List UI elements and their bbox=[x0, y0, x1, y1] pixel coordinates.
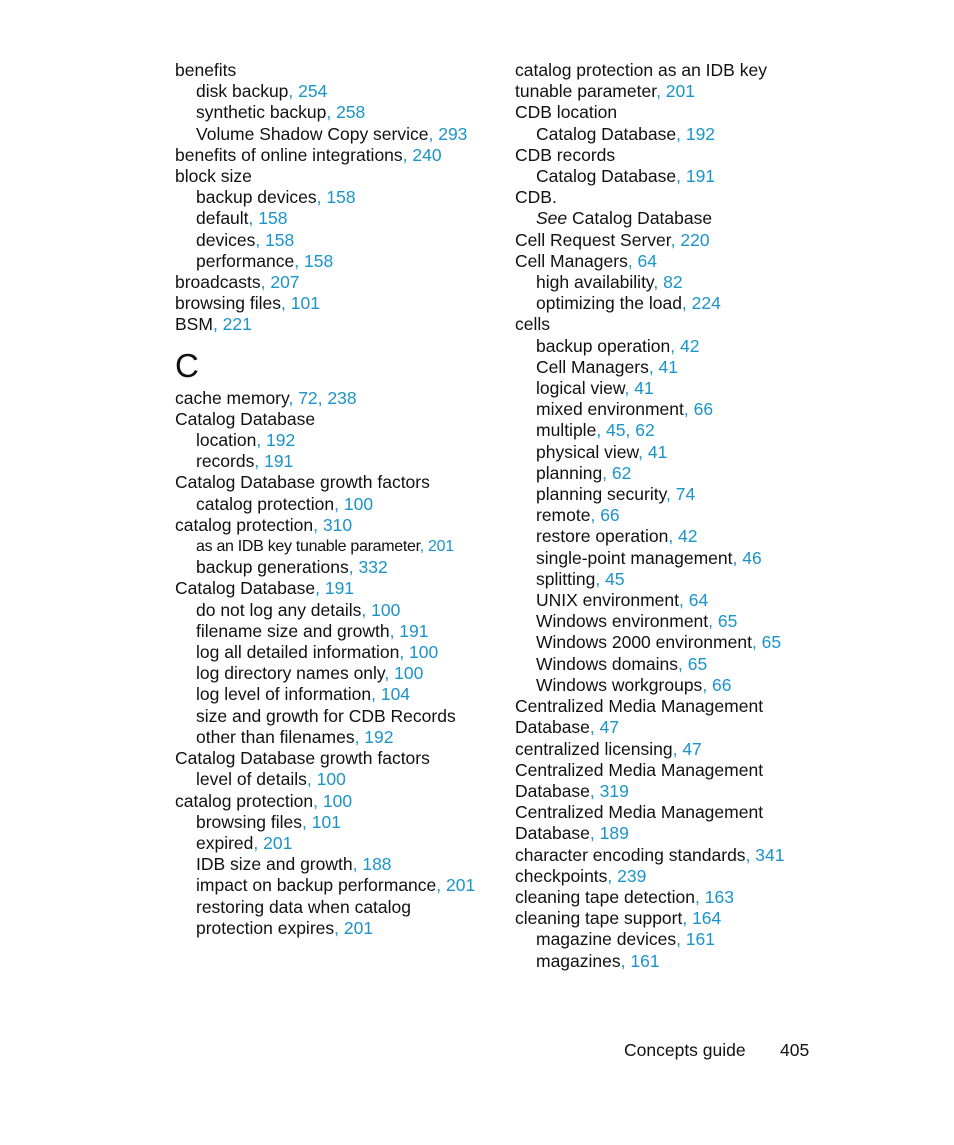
index-subentry bbox=[175, 897, 495, 918]
entry-term: Database bbox=[515, 780, 590, 801]
entry-term: disk backup bbox=[196, 81, 289, 102]
index-entry bbox=[515, 845, 835, 866]
index-entry bbox=[175, 314, 495, 335]
page-link[interactable]: , 158 bbox=[294, 250, 334, 271]
page-link[interactable]: , 101 bbox=[281, 293, 320, 314]
index-subentry bbox=[515, 293, 835, 314]
entry-term: block size bbox=[175, 166, 252, 187]
entry-term: as an IDB key tunable parameter bbox=[196, 538, 420, 556]
entry-term: Catalog Database bbox=[536, 166, 677, 187]
entry-term: size and growth for CDB Records bbox=[196, 705, 456, 726]
entry-term: protection expires bbox=[196, 917, 335, 938]
page-link[interactable]: , 192 bbox=[256, 430, 296, 451]
page-link[interactable]: , 220 bbox=[670, 229, 710, 250]
entry-term: CDB location bbox=[515, 102, 618, 123]
page-link[interactable]: , 41 bbox=[638, 441, 668, 462]
index-subentry bbox=[175, 727, 495, 748]
entry-term: browsing files bbox=[175, 293, 282, 314]
index-subentry bbox=[175, 451, 495, 472]
page-link[interactable]: , 100 bbox=[384, 663, 424, 684]
index-subentry bbox=[515, 463, 835, 484]
index-subentry bbox=[515, 484, 835, 505]
index-subentry bbox=[175, 81, 495, 102]
index-column-left bbox=[175, 60, 495, 939]
index-subentry bbox=[175, 706, 495, 727]
index-entry bbox=[515, 102, 835, 123]
section-letter: C bbox=[175, 346, 199, 384]
entry-term: magazine devices bbox=[536, 929, 677, 950]
index-subentry bbox=[175, 536, 495, 557]
entry-term: expired bbox=[196, 832, 254, 853]
page-link[interactable]: , 191 bbox=[254, 451, 294, 472]
page-link[interactable]: , 64 bbox=[678, 590, 709, 611]
entry-term: Catalog Database bbox=[567, 208, 713, 229]
entry-term: mixed environment bbox=[536, 399, 684, 420]
page-link[interactable]: , 191 bbox=[389, 620, 429, 641]
index-entry bbox=[515, 145, 835, 166]
entry-term: synthetic backup bbox=[196, 102, 327, 123]
page-link[interactable]: , 191 bbox=[315, 578, 355, 599]
see-reference: See bbox=[536, 208, 568, 229]
entry-term: IDB size and growth bbox=[196, 854, 353, 875]
index-subentry bbox=[515, 124, 835, 145]
entry-term: Windows workgroups bbox=[536, 674, 703, 695]
page-link[interactable]: , 65 bbox=[678, 653, 708, 674]
entry-term: benefits bbox=[175, 60, 237, 80]
index-entry bbox=[515, 802, 835, 823]
index-entry bbox=[515, 187, 835, 208]
entry-term: Catalog Database bbox=[175, 578, 316, 599]
entry-term: browsing files bbox=[196, 811, 303, 832]
page-link[interactable]: , 42 bbox=[668, 526, 698, 547]
index-entry bbox=[515, 823, 835, 844]
index-subentry bbox=[515, 929, 835, 950]
entry-term: default bbox=[196, 208, 249, 229]
index-subentry bbox=[175, 854, 495, 875]
page-link[interactable]: , 164 bbox=[682, 908, 722, 929]
page-link[interactable]: , 240 bbox=[402, 144, 442, 165]
page-link[interactable]: , 201 bbox=[334, 917, 374, 938]
entry-term: Cell Request Server bbox=[515, 229, 671, 250]
page-link[interactable]: , 258 bbox=[326, 102, 366, 123]
page-link[interactable]: , 332 bbox=[348, 557, 388, 578]
page-link[interactable]: , 45 bbox=[595, 568, 625, 589]
entry-term: restore operation bbox=[536, 526, 669, 547]
index-entry bbox=[175, 293, 495, 314]
entry-term: Centralized Media Management bbox=[515, 759, 764, 780]
page-link[interactable]: , 45, 62 bbox=[596, 420, 655, 441]
index-subentry bbox=[515, 611, 835, 632]
entry-term: location bbox=[196, 430, 257, 451]
entry-term: Catalog Database growth factors bbox=[175, 472, 430, 493]
entry-term: devices bbox=[196, 229, 256, 250]
index-subentry bbox=[175, 208, 495, 229]
index-entry bbox=[175, 409, 495, 430]
page-link[interactable]: , 41 bbox=[648, 356, 679, 377]
page-link[interactable]: , 46 bbox=[732, 547, 762, 568]
entry-term: log level of information bbox=[196, 684, 372, 705]
index-subentry bbox=[515, 336, 835, 357]
entry-term: backup devices bbox=[196, 187, 317, 208]
entry-term: broadcasts bbox=[175, 272, 261, 293]
index-subentry bbox=[515, 654, 835, 675]
entry-term: log all detailed information bbox=[196, 642, 400, 663]
entry-term: performance bbox=[196, 250, 295, 271]
entry-term: Volume Shadow Copy service bbox=[196, 123, 429, 144]
index-entry bbox=[515, 81, 835, 102]
entry-term: cleaning tape support bbox=[515, 908, 683, 929]
index-entry bbox=[515, 739, 835, 760]
index-entry bbox=[515, 866, 835, 887]
entry-term: splitting bbox=[536, 568, 596, 589]
entry-term: Cell Managers bbox=[515, 250, 628, 271]
entry-term: benefits of online integrations bbox=[175, 144, 403, 165]
entry-term: filename size and growth bbox=[196, 620, 390, 641]
entry-term: CDB. bbox=[515, 187, 557, 208]
index-entry bbox=[175, 748, 495, 769]
index-subentry bbox=[515, 569, 835, 590]
index-subentry bbox=[515, 526, 835, 547]
index-entry bbox=[515, 760, 835, 781]
entry-term: Catalog Database growth factors bbox=[175, 748, 430, 769]
entry-term: Windows 2000 environment bbox=[536, 632, 752, 653]
entry-term: impact on backup performance bbox=[196, 875, 437, 896]
entry-term: magazines bbox=[536, 950, 621, 971]
page-link[interactable]: , 100 bbox=[361, 599, 401, 620]
page-link[interactable]: , 254 bbox=[288, 81, 328, 102]
entry-term: Centralized Media Management bbox=[515, 802, 764, 823]
index-entry bbox=[175, 578, 495, 599]
index-subentry bbox=[175, 600, 495, 621]
index-subentry bbox=[175, 557, 495, 578]
index-subentry bbox=[175, 102, 495, 123]
index-subentry bbox=[175, 187, 495, 208]
index-entry bbox=[175, 472, 495, 493]
page-link[interactable]: , 201 bbox=[436, 875, 476, 896]
page-link[interactable]: , 163 bbox=[695, 886, 734, 907]
index-subentry bbox=[515, 420, 835, 441]
page-link[interactable]: , 341 bbox=[745, 844, 785, 865]
entry-term: Catalog Database bbox=[175, 408, 316, 429]
page-link[interactable]: , 47 bbox=[672, 738, 702, 759]
page-link[interactable]: , 189 bbox=[589, 823, 629, 844]
page-link[interactable]: , 47 bbox=[589, 717, 620, 738]
entry-term: optimizing the load bbox=[536, 293, 682, 314]
index-subentry bbox=[175, 251, 495, 272]
page-link[interactable]: , 72, 238 bbox=[288, 387, 357, 408]
entry-term: Database bbox=[515, 823, 590, 844]
index-entry bbox=[515, 717, 835, 738]
index-subentry bbox=[175, 621, 495, 642]
index-subentry bbox=[175, 230, 495, 251]
page-link[interactable]: , 158 bbox=[255, 229, 295, 250]
index-entry bbox=[515, 230, 835, 251]
entry-term: Windows environment bbox=[536, 611, 709, 632]
page-link[interactable]: , 66 bbox=[590, 505, 620, 526]
entry-term: catalog protection bbox=[175, 790, 314, 811]
index-subentry bbox=[515, 442, 835, 463]
entry-term: records bbox=[196, 451, 255, 472]
entry-term: cache memory bbox=[175, 387, 289, 408]
entry-term: cleaning tape detection bbox=[515, 886, 695, 907]
entry-term: checkpoints bbox=[515, 865, 608, 886]
page-link[interactable]: , 65 bbox=[708, 611, 738, 632]
page-link[interactable]: , 158 bbox=[316, 187, 356, 208]
page-link[interactable]: , 201 bbox=[419, 538, 454, 556]
index-entry bbox=[175, 791, 495, 812]
index-subentry bbox=[515, 399, 835, 420]
entry-term: catalog protection bbox=[196, 493, 335, 514]
entry-term: backup generations bbox=[196, 557, 349, 578]
index-subentry bbox=[175, 124, 495, 145]
page-link[interactable]: , 41 bbox=[624, 378, 654, 399]
entry-term: level of details bbox=[196, 769, 307, 790]
index-subentry bbox=[515, 505, 835, 526]
entry-term: tunable parameter bbox=[515, 81, 657, 102]
page-link[interactable]: , 161 bbox=[620, 950, 660, 971]
index-column-right bbox=[515, 60, 835, 972]
page-link[interactable]: , 239 bbox=[607, 865, 647, 886]
index-subentry bbox=[175, 769, 495, 790]
entry-term: BSM bbox=[175, 314, 213, 335]
page-link[interactable]: , 101 bbox=[302, 811, 341, 832]
entry-term: Cell Managers bbox=[536, 356, 649, 377]
page-link[interactable]: , 201 bbox=[253, 832, 293, 853]
index-entry bbox=[175, 272, 495, 293]
index-entry bbox=[175, 515, 495, 536]
index-subentry bbox=[515, 951, 835, 972]
index-entry bbox=[515, 60, 835, 81]
page-link[interactable]: , 66 bbox=[702, 674, 732, 695]
entry-term: CDB records bbox=[515, 144, 616, 165]
page-link[interactable]: , 100 bbox=[334, 493, 374, 514]
entry-term: multiple bbox=[536, 420, 597, 441]
index-entry bbox=[175, 388, 495, 409]
index-subentry bbox=[175, 494, 495, 515]
page-link[interactable]: , 65 bbox=[751, 632, 782, 653]
index-subentry bbox=[175, 833, 495, 854]
page-link[interactable]: , 207 bbox=[260, 272, 300, 293]
page-link[interactable]: , 161 bbox=[676, 929, 716, 950]
page-link[interactable]: , 201 bbox=[656, 81, 696, 102]
index-subentry bbox=[515, 632, 835, 653]
index-subentry bbox=[515, 675, 835, 696]
entry-term: log directory names only bbox=[196, 663, 385, 684]
index-subentry bbox=[515, 357, 835, 378]
page-link[interactable]: , 158 bbox=[248, 208, 288, 229]
entry-term: planning bbox=[536, 462, 603, 483]
page-link[interactable]: , 66 bbox=[683, 399, 714, 420]
entry-term: UNIX environment bbox=[536, 590, 679, 611]
index-entry bbox=[515, 887, 835, 908]
index-subentry bbox=[175, 875, 495, 896]
page-link[interactable]: , 64 bbox=[627, 250, 658, 271]
entry-term: physical view bbox=[536, 441, 639, 462]
page-link[interactable]: , 100 bbox=[306, 769, 346, 790]
entry-term: do not log any details bbox=[196, 599, 362, 620]
page-link[interactable]: , 74 bbox=[666, 484, 696, 505]
index-subentry bbox=[515, 548, 835, 569]
index-entry bbox=[515, 696, 835, 717]
page-link[interactable]: , 319 bbox=[589, 780, 629, 801]
page-link[interactable]: , 62 bbox=[602, 462, 632, 483]
entry-term: catalog protection as an IDB key bbox=[515, 60, 767, 80]
entry-term: cells bbox=[515, 314, 551, 335]
index-entry bbox=[515, 251, 835, 272]
entry-term: Database bbox=[515, 717, 590, 738]
footer-page-number: 405 bbox=[780, 1040, 810, 1060]
page-link[interactable]: , 224 bbox=[681, 293, 721, 314]
index-subentry bbox=[175, 684, 495, 705]
entry-term: catalog protection bbox=[175, 514, 314, 535]
entry-term: remote bbox=[536, 505, 591, 526]
entry-term: single-point management bbox=[536, 547, 733, 568]
entry-term: Windows domains bbox=[536, 653, 678, 674]
footer-guide-title: Concepts guide bbox=[624, 1040, 746, 1060]
index-subentry bbox=[175, 430, 495, 451]
page-link[interactable]: , 310 bbox=[313, 514, 353, 535]
index-entry bbox=[515, 908, 835, 929]
entry-term: other than filenames bbox=[196, 726, 355, 747]
entry-term: centralized licensing bbox=[515, 738, 673, 759]
page-link[interactable]: , 191 bbox=[676, 166, 716, 187]
page-link[interactable]: , 42 bbox=[670, 335, 700, 356]
index-subentry bbox=[515, 166, 835, 187]
page-link[interactable]: , 192 bbox=[354, 726, 394, 747]
index-subentry bbox=[175, 918, 495, 939]
entry-term: high availability bbox=[536, 272, 654, 293]
index-entry bbox=[515, 314, 835, 335]
entry-term: logical view bbox=[536, 378, 625, 399]
page-link[interactable]: , 104 bbox=[371, 684, 411, 705]
index-subentry bbox=[175, 663, 495, 684]
index-subentry bbox=[175, 812, 495, 833]
page-link[interactable]: , 100 bbox=[399, 642, 439, 663]
page-link[interactable]: , 100 bbox=[313, 790, 353, 811]
page-link[interactable]: , 188 bbox=[352, 854, 392, 875]
index-entry bbox=[175, 60, 495, 81]
entry-term: restoring data when catalog bbox=[196, 896, 411, 917]
index-entry bbox=[175, 145, 495, 166]
page-link[interactable]: , 221 bbox=[212, 314, 252, 335]
entry-term: Catalog Database bbox=[536, 123, 677, 144]
index-subentry bbox=[515, 272, 835, 293]
entry-term: character encoding standards bbox=[515, 844, 746, 865]
index-entry bbox=[515, 781, 835, 802]
index-subentry bbox=[515, 590, 835, 611]
page-link[interactable]: , 293 bbox=[428, 123, 468, 144]
entry-term: planning security bbox=[536, 484, 667, 505]
page-link[interactable]: , 82 bbox=[653, 272, 683, 293]
index-subentry bbox=[515, 378, 835, 399]
index-entry bbox=[175, 166, 495, 187]
page-link[interactable]: , 192 bbox=[676, 123, 716, 144]
index-subentry bbox=[515, 208, 835, 229]
entry-term: Centralized Media Management bbox=[515, 696, 764, 717]
index-subentry bbox=[175, 642, 495, 663]
entry-term: backup operation bbox=[536, 335, 671, 356]
